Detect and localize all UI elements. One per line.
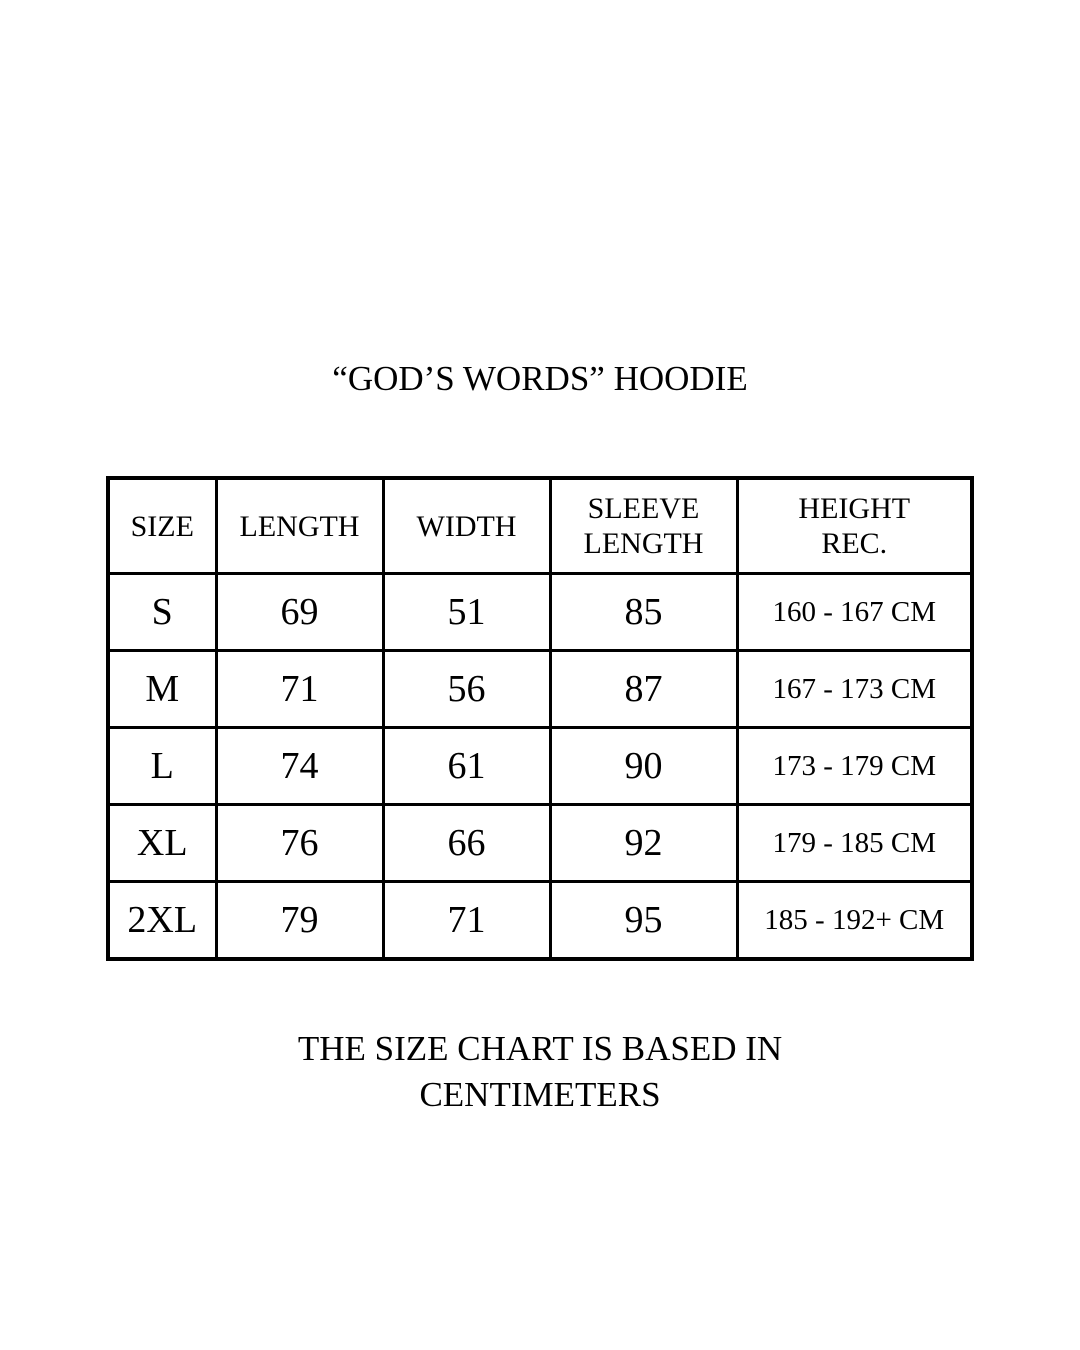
cell-length: 79 — [216, 882, 383, 960]
cell-sleeve: 87 — [550, 651, 737, 728]
cell-sleeve: 92 — [550, 805, 737, 882]
header-size: SIZE — [108, 478, 216, 574]
cell-width: 61 — [383, 728, 550, 805]
cell-height: 173 - 179 CM — [737, 728, 972, 805]
header-height-line1: HEIGHT — [798, 492, 911, 525]
cell-width: 56 — [383, 651, 550, 728]
cell-height: 160 - 167 CM — [737, 574, 972, 651]
cell-length: 71 — [216, 651, 383, 728]
cell-height: 167 - 173 CM — [737, 651, 972, 728]
header-width: WIDTH — [383, 478, 550, 574]
size-chart-table — [106, 476, 974, 961]
cell-sleeve: 90 — [550, 728, 737, 805]
cell-sleeve: 95 — [550, 882, 737, 960]
cell-width: 66 — [383, 805, 550, 882]
page-title: “GOD’S WORDS” HOODIE — [332, 359, 748, 398]
header-sleeve-line1: SLEEVE — [587, 492, 700, 525]
note-line2: CENTIMETERS — [419, 1075, 661, 1114]
table-row — [108, 651, 972, 728]
size-chart-note — [0, 1026, 1080, 1118]
cell-size: 2XL — [108, 882, 216, 960]
table-row — [108, 805, 972, 882]
header-height-line2: REC. — [821, 527, 888, 560]
table-row — [108, 882, 972, 960]
header-height-rec — [737, 478, 972, 574]
cell-width: 51 — [383, 574, 550, 651]
cell-size: M — [108, 651, 216, 728]
header-sleeve-line2: LENGTH — [583, 527, 704, 560]
table-row — [108, 728, 972, 805]
cell-size: XL — [108, 805, 216, 882]
cell-sleeve: 85 — [550, 574, 737, 651]
cell-size: L — [108, 728, 216, 805]
cell-length: 69 — [216, 574, 383, 651]
cell-width: 71 — [383, 882, 550, 960]
cell-length: 76 — [216, 805, 383, 882]
table-row — [108, 574, 972, 651]
cell-height: 179 - 185 CM — [737, 805, 972, 882]
header-sleeve-length — [550, 478, 737, 574]
cell-length: 74 — [216, 728, 383, 805]
cell-height: 185 - 192+ CM — [737, 882, 972, 960]
header-length: LENGTH — [216, 478, 383, 574]
note-line1: THE SIZE CHART IS BASED IN — [297, 1029, 783, 1068]
table-header-row — [108, 478, 972, 574]
cell-size: S — [108, 574, 216, 651]
